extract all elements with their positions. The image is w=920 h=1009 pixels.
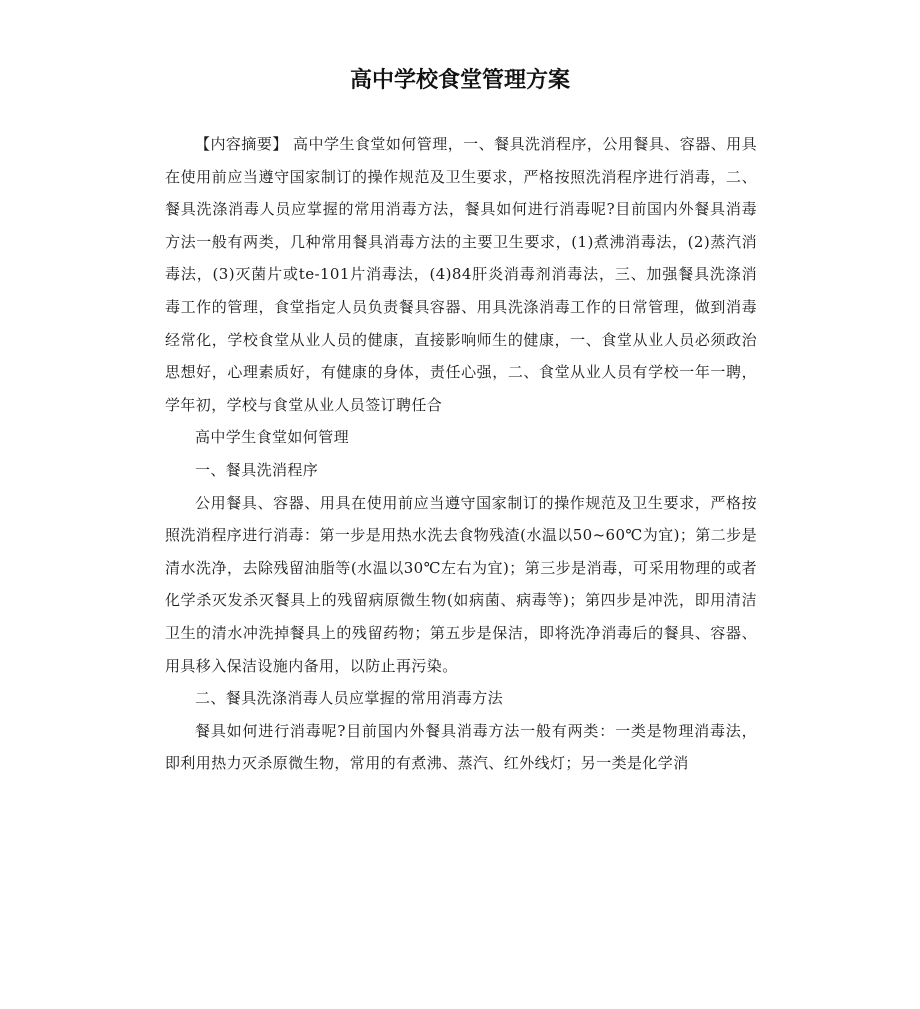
abstract-paragraph: 【内容摘要】 高中学生食堂如何管理，一、餐具洗消程序，公用餐具、容器、用具在使用前应当遵守国家制订的操作规范及卫生要求，严格按照洗消程序进行消毒，二、餐具洗涤消毒人员应掌握的常用消毒方法，餐具如何进行消毒呢?目前国内外餐具消毒方法一般有两类，几种常用餐具消毒方法的主要卫生要求，(1)煮沸消毒法，(2)蒸汽消毒法，(3)灭菌片或te-101片消毒法，(4)84肝炎消毒剂消毒法，三、加强餐具洗涤消毒工作的管理，食堂指定人员负责餐具容器、用具洗涤消毒工作的日常管理，做到消毒经常化，学校食堂从业人员的健康，直接影响师生的健康，一、食堂从业人员必须政治思想好，心理素质好，有健康的身体，责任心强，二、食堂从业人员有学校一年一聘，学年初，学校与食堂从业人员签订聘任合 [165,135,757,414]
section-heading-management: 高中学生食堂如何管理 [195,428,350,447]
section-heading-disinfection-methods: 二、餐具洗涤消毒人员应掌握的常用消毒方法 [195,689,504,708]
section-heading-washing-procedure: 一、餐具洗消程序 [195,460,319,479]
paragraph-disinfection-methods: 餐具如何进行消毒呢?目前国内外餐具消毒方法一般有两类：一类是物理消毒法，即利用热力灭杀原微生物，常用的有煮沸、蒸汽、红外线灯；另一类是化学消 [165,721,757,773]
document-body [165,128,757,780]
paragraph-washing-procedure: 公用餐具、容器、用具在使用前应当遵守国家制订的操作规范及卫生要求，严格按照洗消程序进行消毒：第一步是用热水洗去食物残渣(水温以50~60℃为宜)；第二步是清水洗净，去除残留油脂等(水温以30℃左右为宜)；第三步是消毒，可采用物理的或者化学杀灭发杀灭餐具上的残留病原微生物(如病菌、病毒等)；第四步是冲洗，即用清洁卫生的清水冲洗掉餐具上的残留药物；第五步是保洁，即将洗净消毒后的餐具、容器、用具移入保洁设施内备用，以防止再污染。 [165,493,757,675]
document-title: 高中学校食堂管理方案 [349,68,570,93]
